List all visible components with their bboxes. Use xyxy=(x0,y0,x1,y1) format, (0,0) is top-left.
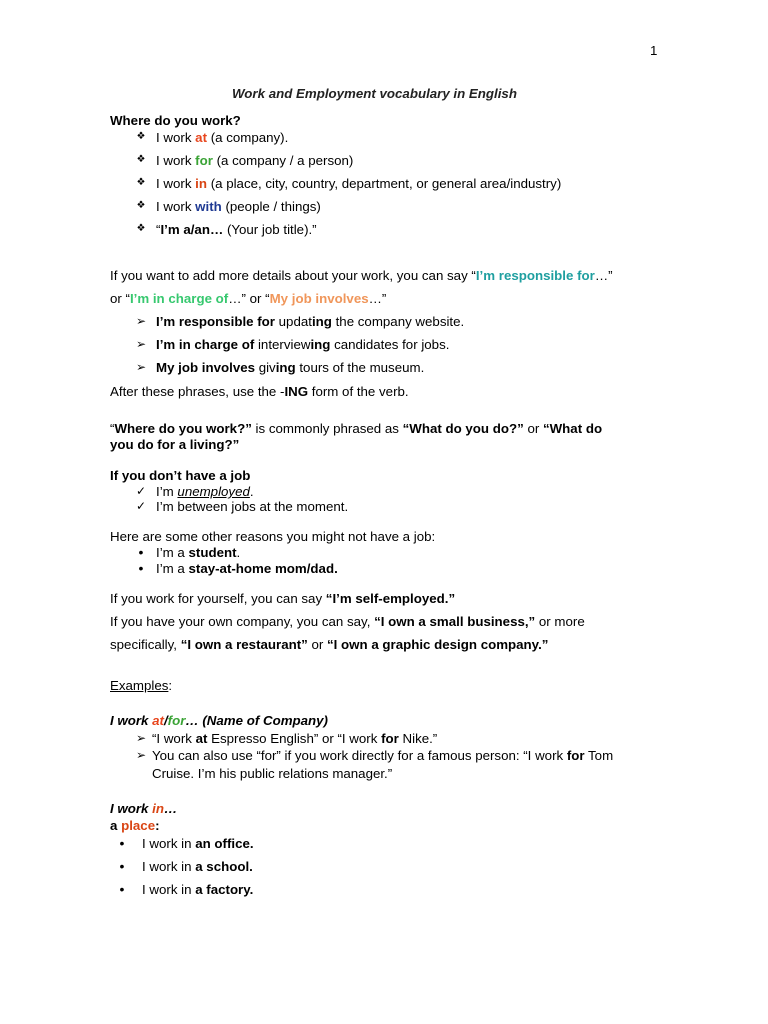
where-heading: Where do you work? xyxy=(110,113,241,128)
arrow-bullet-icon: ➢ xyxy=(135,731,147,745)
examples-label: Examples: xyxy=(110,678,173,693)
diamond-bullet-icon: ❖ xyxy=(136,131,146,142)
arrow-bullet-icon: ➢ xyxy=(135,748,147,762)
check-icon: ✓ xyxy=(135,499,147,513)
document-page: 1 Work and Employment vocabulary in English Where do you work? ❖ I work at (a company). ❖ I work for (a company / a person) ❖ I work in (a place, city, country, department, or general area/industry) ❖ I work with (people / things) ❖ “I’m a/an… (Your job title).” If you want to add more details about your work, you can say “I’m responsible for…” or “I’m in charge of…” or “My job involves…” ➢ I’m responsible for updating the company website. ➢ I’m in charge of interviewing candidates for jobs. ➢ My job involves giving tours of the museum. After these phrases, use the -ING form of the verb. “Where do you work?” is commonly phrased as “What do you do?” or “What do you do for a living?” If you don’t have a job ✓ I’m unemployed. ✓ I’m between jobs at the moment. Here are some other reasons you might not have a job: • I’m a student. • I’m a stay-at-home mom/dad. If you work for yourself, you can say “I’m self-employed.” If you have your own company, you can say, “I own a small business,” or more specifically, “I own a restaurant” or “I own a graphic design company.” Examples: I work at/for… (Name of Company) ➢ “I work at Espresso English” or “I work for Nike.” ➢ You can also use “for” if you work directly for a famous person: “I work for Tom Cruise. I’m his public relations manager.” I work in… a place: • I work in an office. • I work in a school. • I work in a factory. xyxy=(110,43,658,897)
ing-note: After these phrases, use the -ING form of the verb. xyxy=(110,384,409,399)
work-at-for-heading: I work at/for… (Name of Company) xyxy=(110,713,328,728)
other-reasons-intro: Here are some other reasons you might not have a job: xyxy=(110,529,436,544)
diamond-bullet-icon: ❖ xyxy=(136,223,146,234)
page-title: Work and Employment vocabulary in English xyxy=(232,86,517,101)
paragraph-details-cont: or “I’m in charge of…” or “My job involves…” xyxy=(110,291,387,306)
own-company-line: If you have your own company, you can say, “I own a small business,” or more xyxy=(110,614,585,629)
diamond-bullet-icon: ❖ xyxy=(136,154,146,165)
own-company-line-cont: specifically, “I own a restaurant” or “I own a graphic design company.” xyxy=(110,637,549,652)
page-number: 1 xyxy=(650,43,658,58)
bullet-dot-icon: • xyxy=(119,835,125,851)
place-subheading: a place: xyxy=(110,818,160,833)
arrow-bullet-icon: ➢ xyxy=(135,337,147,351)
common-phrasing-cont: you do for a living?” xyxy=(110,437,240,452)
bullet-dot-icon: • xyxy=(119,881,125,897)
paragraph-details: If you want to add more details about your work, you can say “I’m responsible for…” xyxy=(110,268,613,283)
list-item-cont: Cruise. I’m his public relations manager.” xyxy=(152,766,393,781)
arrow-bullet-icon: ➢ xyxy=(135,314,147,328)
bullet-dot-icon: • xyxy=(138,560,144,576)
self-employed-line: If you work for yourself, you can say “I’m self-employed.” xyxy=(110,591,456,606)
bullet-dot-icon: • xyxy=(138,544,144,560)
diamond-bullet-icon: ❖ xyxy=(136,177,146,188)
common-phrasing: “Where do you work?” is commonly phrased as “What do you do?” or “What do xyxy=(110,421,603,436)
work-in-heading: I work in… xyxy=(110,801,178,816)
bullet-dot-icon: • xyxy=(119,858,125,874)
arrow-bullet-icon: ➢ xyxy=(135,360,147,374)
diamond-bullet-icon: ❖ xyxy=(136,200,146,211)
check-icon: ✓ xyxy=(135,484,147,498)
no-job-heading: If you don’t have a job xyxy=(110,468,251,483)
